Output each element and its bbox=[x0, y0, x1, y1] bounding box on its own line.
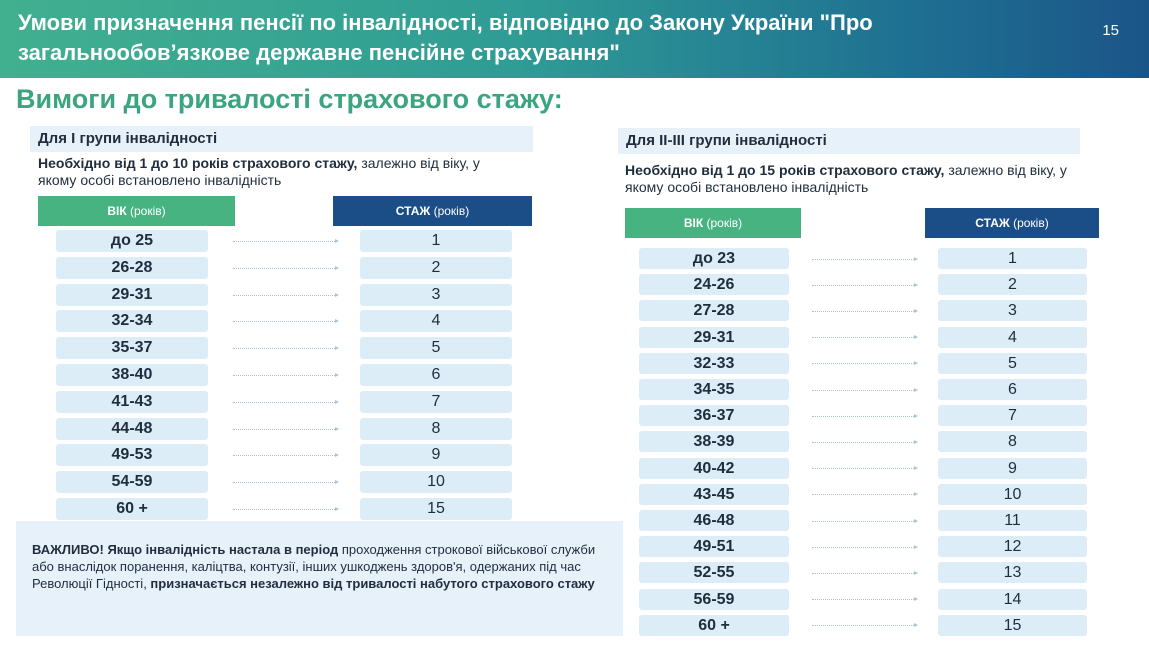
group1-title: Для I групи інвалідності bbox=[30, 126, 533, 152]
group23-experience-cell: 4 bbox=[938, 327, 1087, 348]
group1-arrow-icon bbox=[233, 321, 337, 322]
group23-age-header-unit: (років) bbox=[703, 216, 743, 230]
group23-age-cell: 46-48 bbox=[639, 510, 789, 531]
group1-age-cell: 44-48 bbox=[56, 418, 208, 440]
group23-experience-cell: 14 bbox=[938, 589, 1087, 610]
group23-experience-header bbox=[925, 208, 1099, 238]
group23-experience-cell: 15 bbox=[938, 615, 1087, 636]
group1-experience-cell: 3 bbox=[360, 284, 512, 306]
group1-requirement bbox=[38, 155, 518, 189]
group1-experience-header bbox=[333, 196, 532, 226]
group23-experience-cell: 6 bbox=[938, 379, 1087, 400]
group1-experience-cell: 10 bbox=[360, 471, 512, 493]
group1-arrow-icon bbox=[233, 295, 337, 296]
group1-age-cell: до 25 bbox=[56, 230, 208, 252]
group1-arrow-icon bbox=[233, 429, 337, 430]
group1-age-header-label: ВІК bbox=[107, 204, 127, 218]
group23-experience-header-label: СТАЖ bbox=[975, 216, 1010, 230]
group1-arrow-icon bbox=[233, 455, 337, 456]
group23-arrow-icon bbox=[812, 259, 916, 260]
group23-age-cell: 56-59 bbox=[639, 589, 789, 610]
group23-age-cell: 49-51 bbox=[639, 536, 789, 557]
group23-arrow-icon bbox=[812, 625, 916, 626]
group1-experience-header-unit: (років) bbox=[430, 204, 470, 218]
group23-arrow-icon bbox=[812, 468, 916, 469]
group23-arrow-icon bbox=[812, 547, 916, 548]
group23-title: Для II-III групи інвалідності bbox=[618, 128, 1080, 154]
page-title: Умови призначення пенсії по інвалідності, відповідно до Закону України "Про загальнообов’язкове державне пенсійне страхування" bbox=[18, 10, 873, 65]
group23-age-cell: 60 + bbox=[639, 615, 789, 636]
group1-age-header-unit: (років) bbox=[126, 204, 166, 218]
group23-arrow-icon bbox=[812, 311, 916, 312]
group23-arrow-icon bbox=[812, 390, 916, 391]
group1-arrow-icon bbox=[233, 402, 337, 403]
group23-arrow-icon bbox=[812, 494, 916, 495]
group1-age-header bbox=[38, 196, 235, 226]
group23-experience-cell: 5 bbox=[938, 353, 1087, 374]
important-note bbox=[16, 521, 623, 636]
group1-experience-cell: 7 bbox=[360, 391, 512, 413]
group23-experience-header-unit: (років) bbox=[1009, 216, 1049, 230]
group1-age-cell: 32-34 bbox=[56, 310, 208, 332]
group23-arrow-icon bbox=[812, 363, 916, 364]
note-bold-end: призначається незалежно від тривалості набутого страхового стажу bbox=[150, 576, 595, 591]
group23-arrow-icon bbox=[812, 573, 916, 574]
group23-arrow-icon bbox=[812, 337, 916, 338]
group23-arrow-icon bbox=[812, 599, 916, 600]
group23-age-cell: до 23 bbox=[639, 248, 789, 269]
group23-experience-cell: 9 bbox=[938, 458, 1087, 479]
group1-age-cell: 41-43 bbox=[56, 391, 208, 413]
group1-experience-cell: 6 bbox=[360, 364, 512, 386]
group1-experience-cell: 1 bbox=[360, 230, 512, 252]
group23-arrow-icon bbox=[812, 285, 916, 286]
group23-experience-cell: 7 bbox=[938, 405, 1087, 426]
group1-requirement-rest: залежно від віку, у якому особі встановлено інвалідність bbox=[38, 155, 480, 188]
section-subtitle: Вимоги до тривалості страхового стажу: bbox=[16, 84, 563, 114]
note-bold-start: ВАЖЛИВО! Якщо інвалідність настала в період bbox=[32, 542, 339, 557]
page-number: 15 bbox=[1102, 22, 1119, 39]
group1-arrow-icon bbox=[233, 375, 337, 376]
group23-experience-cell: 10 bbox=[938, 484, 1087, 505]
group23-age-cell: 38-39 bbox=[639, 431, 789, 452]
group23-age-cell: 40-42 bbox=[639, 458, 789, 479]
group1-experience-cell: 4 bbox=[360, 310, 512, 332]
group23-requirement-bold: Необхідно від 1 до 15 років страхового стажу, bbox=[625, 162, 945, 178]
group1-arrow-icon bbox=[233, 241, 337, 242]
group1-age-cell: 29-31 bbox=[56, 284, 208, 306]
group1-age-cell: 35-37 bbox=[56, 337, 208, 359]
group1-age-cell: 49-53 bbox=[56, 444, 208, 466]
group23-experience-cell: 1 bbox=[938, 248, 1087, 269]
group23-age-cell: 43-45 bbox=[639, 484, 789, 505]
group1-experience-cell: 2 bbox=[360, 257, 512, 279]
group23-arrow-icon bbox=[812, 521, 916, 522]
group23-experience-cell: 12 bbox=[938, 536, 1087, 557]
group1-age-cell: 38-40 bbox=[56, 364, 208, 386]
group1-experience-cell: 5 bbox=[360, 337, 512, 359]
group23-age-header bbox=[625, 208, 801, 238]
group23-requirement bbox=[625, 162, 1095, 196]
group1-arrow-icon bbox=[233, 348, 337, 349]
group23-age-cell: 52-55 bbox=[639, 562, 789, 583]
group1-requirement-bold: Необхідно від 1 до 10 років страхового стажу, bbox=[38, 155, 358, 171]
group1-experience-cell: 9 bbox=[360, 444, 512, 466]
header-banner bbox=[0, 0, 1149, 78]
group23-age-cell: 24-26 bbox=[639, 274, 789, 295]
group1-arrow-icon bbox=[233, 482, 337, 483]
group1-age-cell: 60 + bbox=[56, 498, 208, 520]
group23-age-cell: 27-28 bbox=[639, 300, 789, 321]
group23-experience-cell: 2 bbox=[938, 274, 1087, 295]
group1-arrow-icon bbox=[233, 268, 337, 269]
group23-requirement-rest: залежно від віку, у якому особі встановлено інвалідність bbox=[625, 162, 1067, 195]
group1-experience-header-label: СТАЖ bbox=[395, 204, 431, 218]
group1-experience-cell: 8 bbox=[360, 418, 512, 440]
group23-age-cell: 32-33 bbox=[639, 353, 789, 374]
group1-age-cell: 54-59 bbox=[56, 471, 208, 493]
group23-age-cell: 29-31 bbox=[639, 327, 789, 348]
group23-arrow-icon bbox=[812, 416, 916, 417]
group23-arrow-icon bbox=[812, 442, 916, 443]
group23-age-header-label: ВІК bbox=[683, 216, 704, 230]
group1-age-cell: 26-28 bbox=[56, 257, 208, 279]
group23-age-cell: 34-35 bbox=[639, 379, 789, 400]
group1-arrow-icon bbox=[233, 509, 337, 510]
group1-experience-cell: 15 bbox=[360, 498, 512, 520]
group23-experience-cell: 8 bbox=[938, 431, 1087, 452]
group23-age-cell: 36-37 bbox=[639, 405, 789, 426]
note-middle: проходження строкової військової служби або внаслідок поранення, каліцтва, контузії, інших ушкоджень здоров'я, одержаних під час Революції Гідності, bbox=[32, 542, 596, 591]
group23-experience-cell: 3 bbox=[938, 300, 1087, 321]
group23-experience-cell: 13 bbox=[938, 562, 1087, 583]
group23-experience-cell: 11 bbox=[938, 510, 1087, 531]
